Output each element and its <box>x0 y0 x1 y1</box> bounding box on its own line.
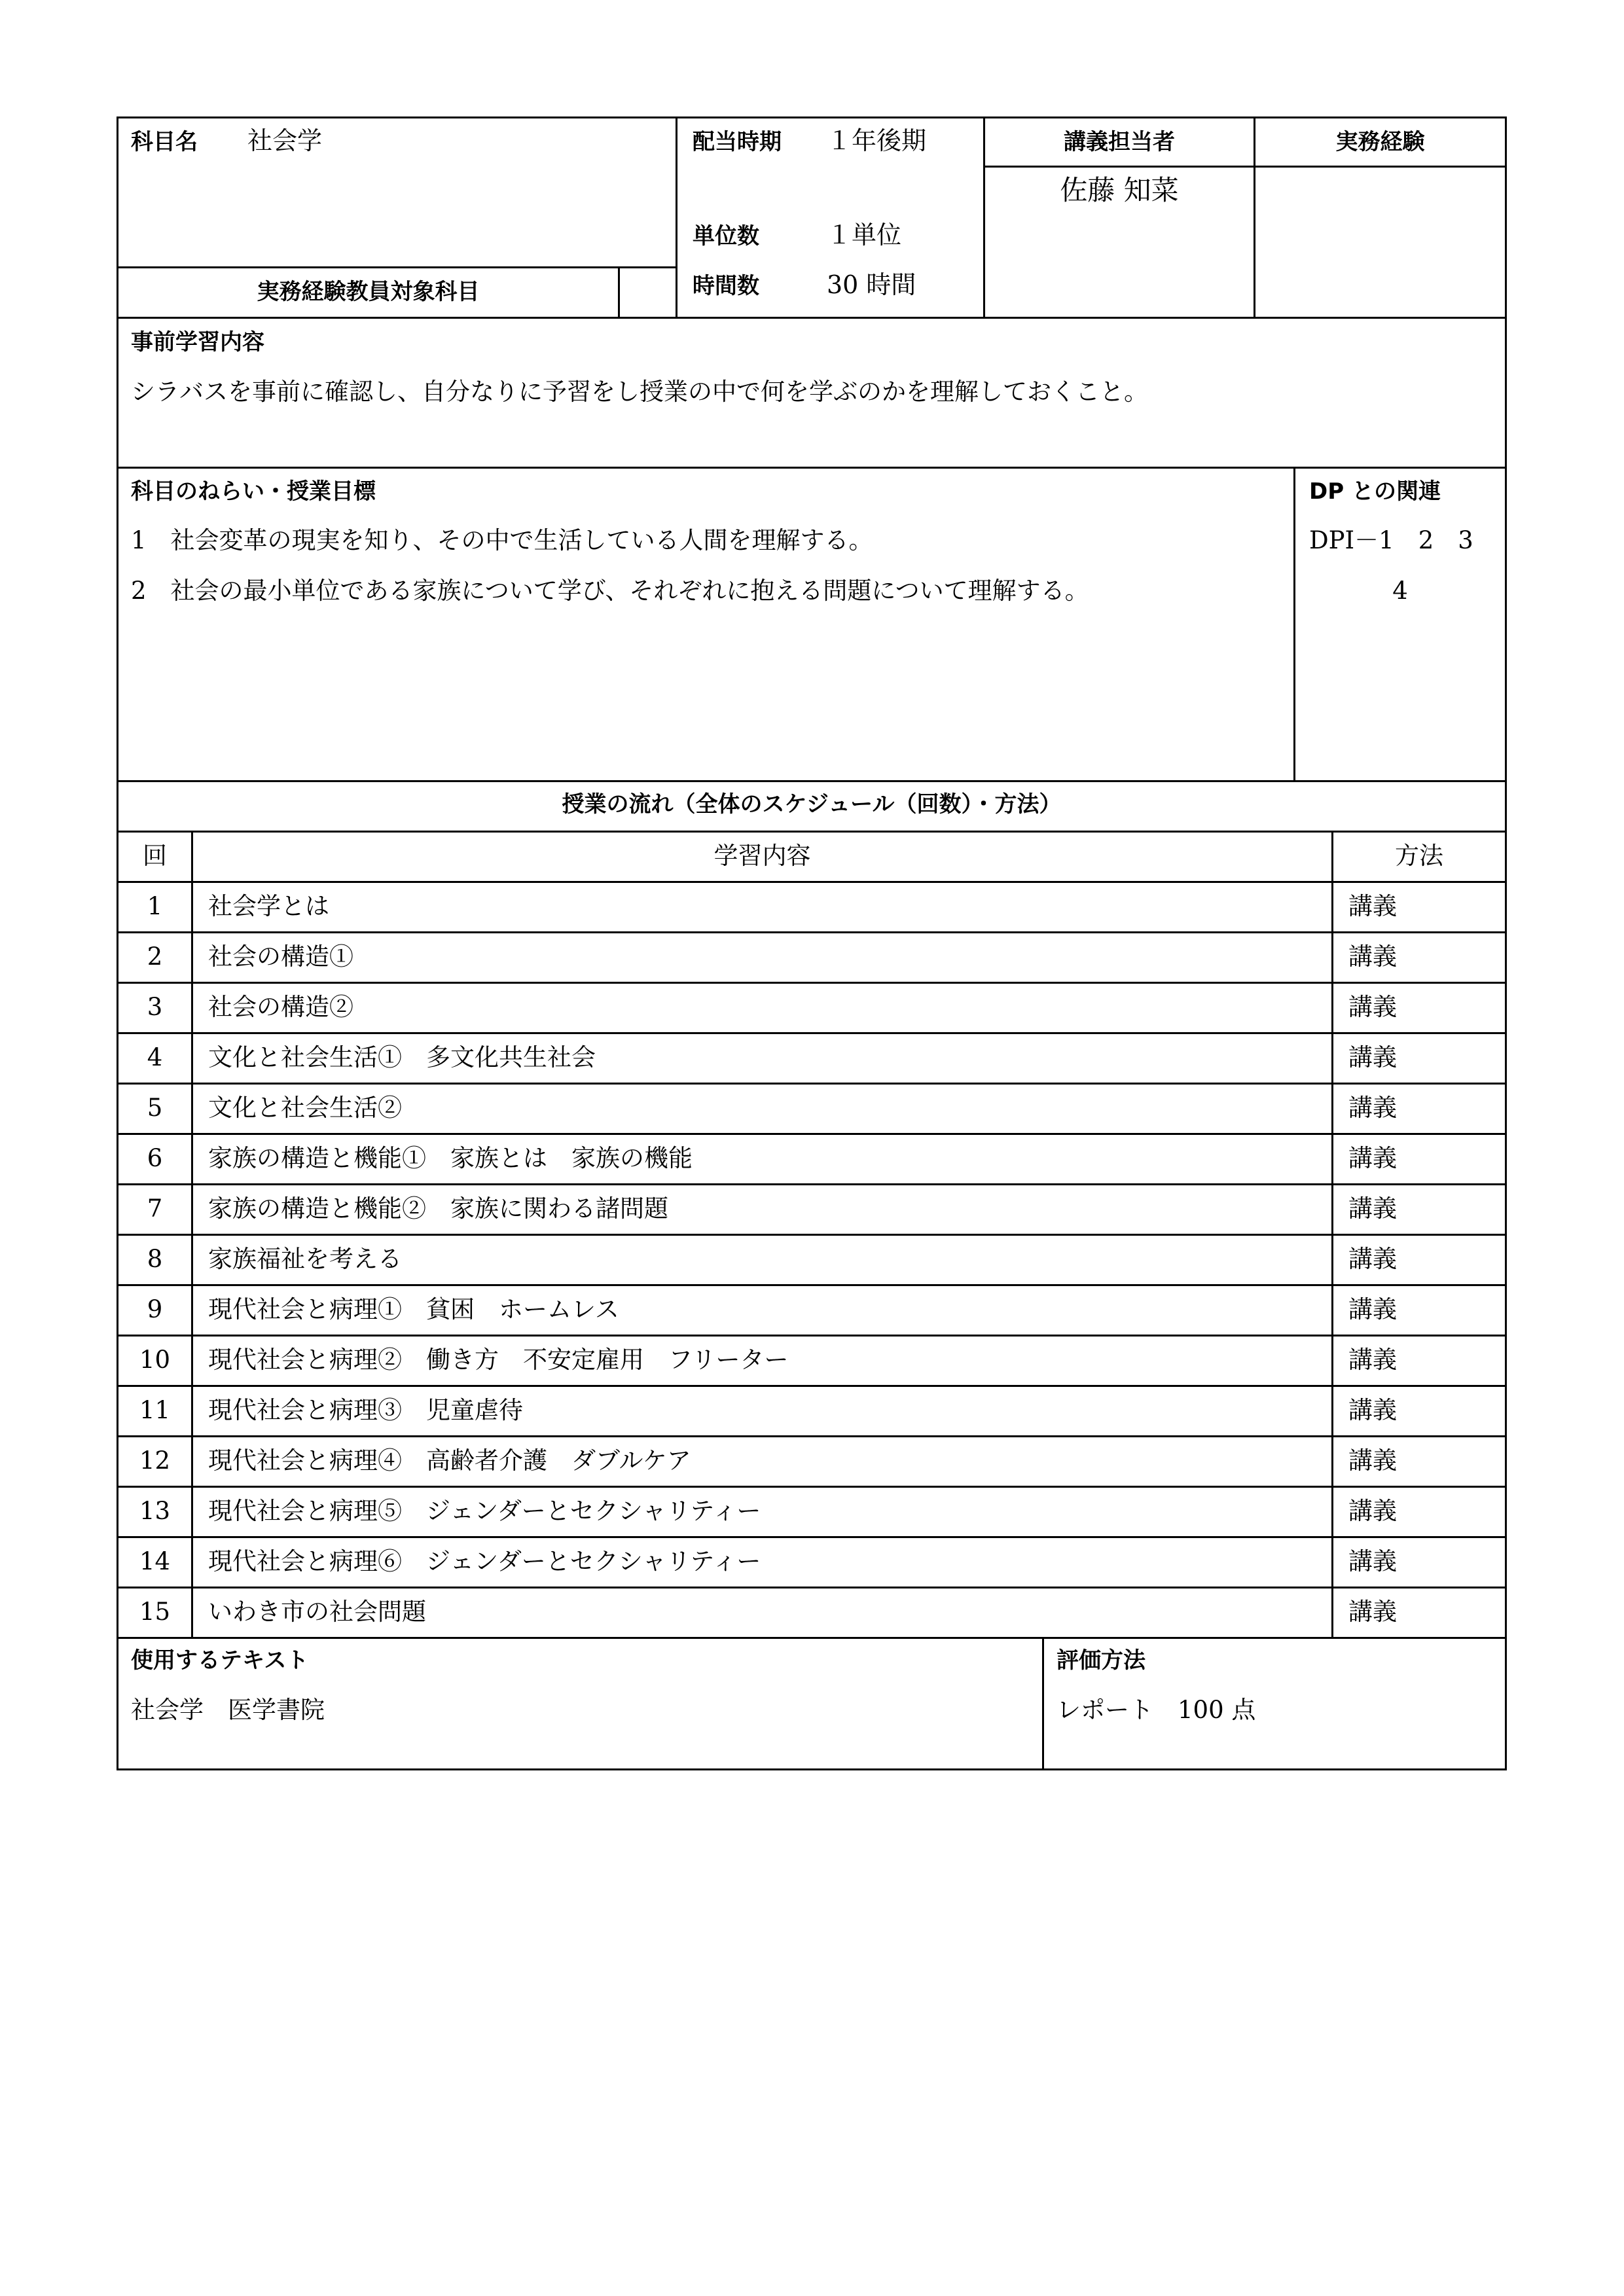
row-content: 文化と社会生活① 多文化共生社会 <box>208 1043 596 1071</box>
hdr-line-instructor <box>983 166 1507 168</box>
prep-text: シラバスを事前に確認し、自分なりに予習をし授業の中で何を学ぶのかを理解しておくこと。 <box>131 378 1148 406</box>
target-label: 実務経験教員対象科目 <box>257 279 480 305</box>
frame-bottom <box>117 1768 1507 1770</box>
row-number: 8 <box>147 1245 163 1273</box>
row-divider <box>117 1536 1507 1538</box>
row-number: 1 <box>147 892 163 920</box>
row-number: 13 <box>139 1497 171 1525</box>
row-method: 講義 <box>1348 1043 1397 1071</box>
row-divider <box>117 1183 1507 1185</box>
hours-label: 時間数 <box>693 273 759 299</box>
row-method: 講義 <box>1348 1245 1397 1273</box>
row-method: 講義 <box>1348 1295 1397 1323</box>
hours-value: 30 時間 <box>827 270 916 299</box>
row-method: 講義 <box>1348 1194 1397 1223</box>
row-number: 6 <box>147 1144 163 1172</box>
eval-label: 評価方法 <box>1056 1647 1146 1674</box>
eval-value: レポート 100 点 <box>1056 1696 1256 1724</box>
row-method: 講義 <box>1348 1598 1397 1626</box>
row-content: 社会学とは <box>208 892 329 920</box>
aims-bottom <box>117 780 1507 782</box>
row-content: 現代社会と病理⑥ ジェンダーとセクシャリティー <box>208 1547 761 1575</box>
credits-label: 単位数 <box>693 223 759 249</box>
row-divider <box>117 1385 1507 1387</box>
row-number: 4 <box>147 1043 163 1071</box>
hdr-divider-target <box>618 266 620 318</box>
row-method: 講義 <box>1348 942 1397 971</box>
frame-right <box>1505 117 1507 1770</box>
dp-label: DP との関連 <box>1309 478 1441 505</box>
row-divider <box>117 1083 1507 1085</box>
row-number: 11 <box>139 1396 171 1424</box>
row-number: 5 <box>147 1094 163 1122</box>
row-divider <box>117 1032 1507 1034</box>
aim-item-1: 1 社会変革の現実を知り、その中で生活している人間を理解する。 <box>131 526 873 554</box>
schedule-title: 授業の流れ（全体のスケジュール（回数）・方法） <box>562 791 1062 817</box>
period-value: １年後期 <box>827 126 927 155</box>
row-number: 10 <box>139 1346 171 1374</box>
hdr-bottom <box>117 317 1507 319</box>
row-content: 家族の構造と機能① 家族とは 家族の機能 <box>208 1144 693 1172</box>
aims-label: 科目のねらい・授業目標 <box>131 478 376 505</box>
row-content: 現代社会と病理③ 児童虐待 <box>208 1396 523 1424</box>
row-divider <box>117 982 1507 984</box>
row-content: 社会の構造② <box>208 993 353 1021</box>
hdr-divider-1 <box>676 117 677 318</box>
row-method: 講義 <box>1348 1144 1397 1172</box>
frame-top <box>117 117 1507 118</box>
row-divider <box>117 1587 1507 1588</box>
row-method: 講義 <box>1348 1094 1397 1122</box>
row-method: 講義 <box>1348 1497 1397 1525</box>
row-method: 講義 <box>1348 993 1397 1021</box>
row-divider <box>117 1284 1507 1286</box>
dp-line-2: 4 <box>1392 577 1408 605</box>
aims-divider <box>1293 467 1295 782</box>
row-number: 3 <box>147 993 163 1021</box>
row-content: 現代社会と病理① 貧困 ホームレス <box>208 1295 619 1323</box>
row-number: 9 <box>147 1295 163 1323</box>
row-method: 講義 <box>1348 1547 1397 1575</box>
row-content: 文化と社会生活② <box>208 1094 402 1122</box>
col-method-header: 方法 <box>1395 842 1443 870</box>
dp-line-1: DPⅠ－1 2 3 <box>1309 526 1473 554</box>
row-divider <box>117 1637 1507 1639</box>
subject-value: 社会学 <box>247 126 323 155</box>
row-number: 14 <box>139 1547 171 1575</box>
prep-label: 事前学習内容 <box>131 329 264 355</box>
row-content: 社会の構造① <box>208 942 353 971</box>
text-value: 社会学 医学書院 <box>131 1696 325 1724</box>
aim-item-2: 2 社会の最小単位である家族について学び、それぞれに抱える問題について理解する。 <box>131 577 1089 605</box>
experience-label: 実務経験 <box>1335 129 1425 155</box>
row-method: 講義 <box>1348 892 1397 920</box>
col-content-header: 学習内容 <box>713 842 811 870</box>
row-divider <box>117 1133 1507 1135</box>
row-content: 家族の構造と機能② 家族に関わる諸問題 <box>208 1194 668 1223</box>
sched-title-bottom <box>117 831 1507 833</box>
row-number: 15 <box>139 1598 171 1626</box>
row-number: 2 <box>147 942 163 971</box>
footer-divider <box>1042 1637 1044 1770</box>
row-divider <box>117 1234 1507 1236</box>
hdr-line-target <box>117 266 677 268</box>
row-content: 現代社会と病理⑤ ジェンダーとセクシャリティー <box>208 1497 761 1525</box>
col-num-header: 回 <box>143 842 167 870</box>
row-method: 講義 <box>1348 1396 1397 1424</box>
sched-head-bottom <box>117 881 1507 883</box>
subject-label: 科目名 <box>131 129 198 155</box>
row-divider <box>117 1486 1507 1488</box>
row-content: いわき市の社会問題 <box>208 1598 426 1626</box>
row-divider <box>117 931 1507 933</box>
text-label: 使用するテキスト <box>131 1647 309 1674</box>
instructor-label: 講義担当者 <box>1064 129 1175 155</box>
row-method: 講義 <box>1348 1346 1397 1374</box>
row-content: 現代社会と病理② 働き方 不安定雇用 フリーター <box>208 1346 789 1374</box>
row-divider <box>117 1435 1507 1437</box>
row-number: 7 <box>147 1194 163 1223</box>
period-label: 配当時期 <box>693 129 782 155</box>
credits-value: １単位 <box>827 221 902 249</box>
row-divider <box>117 1335 1507 1336</box>
row-content: 現代社会と病理④ 高齢者介護 ダブルケア <box>208 1446 691 1475</box>
row-content: 家族福祉を考える <box>208 1245 402 1273</box>
instructor-value: 佐藤 知菜 <box>1060 174 1179 206</box>
prep-bottom <box>117 467 1507 469</box>
row-method: 講義 <box>1348 1446 1397 1475</box>
row-number: 12 <box>139 1446 171 1475</box>
